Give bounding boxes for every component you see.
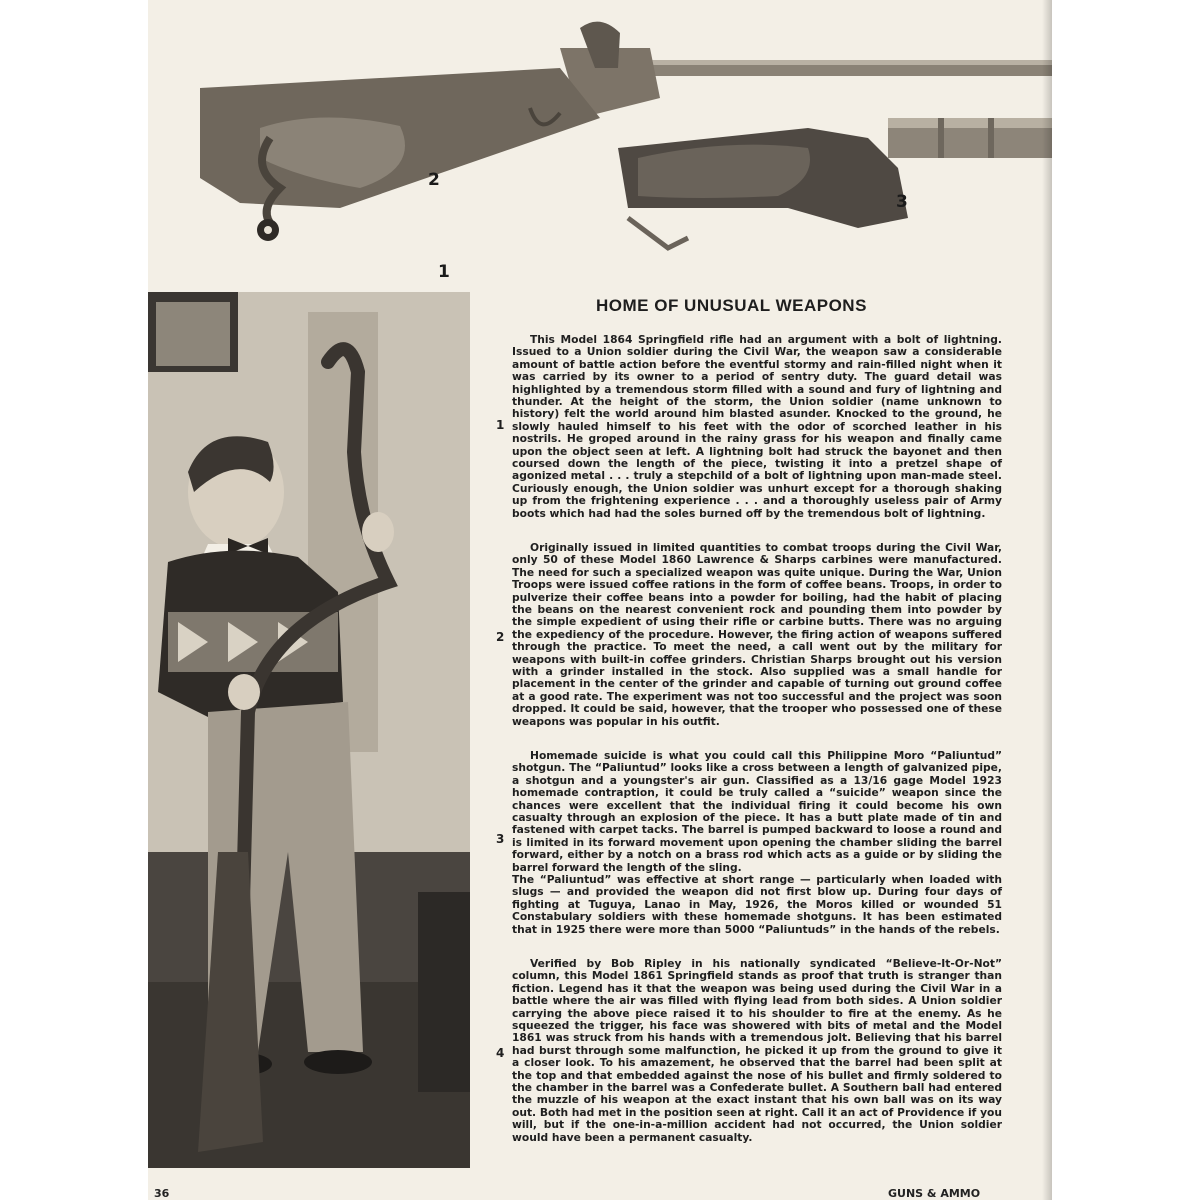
section-1-text [512, 334, 1002, 520]
figure-3-shotgun-photo [608, 108, 1052, 258]
figure-3-label: 3 [896, 192, 908, 212]
magazine-page [148, 0, 1052, 1200]
figure-1-label: 1 [438, 262, 450, 282]
section-2-number: 2 [496, 630, 505, 644]
section-4-number: 4 [496, 1046, 505, 1060]
section-3-text [512, 750, 1002, 936]
section-3-paragraph-1: Homemade suicide is what you could call this Philippine Moro “Paliuntud” shotgun. The “Paliuntud” looks like a cross between a length of galvanized pipe, a shotgun and a youngster's air gun. Classified as a 13/16 gage Model 1923 homemade contraption, it could be truly called a “suicide” weapon since the chances were excellent that the individual firing it could become his own casualty through an explosion of the piece. It has a butt plate made of tin and fastened with carpet tacks. The barrel is pumped backward to loose a round and is limited in its forward movement upon opening the chamber sliding the barrel forward, either by a notch on a brass rod which acts as a guide or by sliding the barrel forward the length of the sling. [512, 749, 1002, 874]
magazine-name: GUNS & AMMO [888, 1187, 981, 1200]
section-3-paragraph-2: The “Paliuntud” was effective at short range — particularly when loaded with slugs — and provided the weapon did not first blow up. During four days of fighting at Tuguya, Lanao in May, 1926, the Moros killed or wounded 51 Constabulary soldiers with these homemade shotguns. It has been estimated that in 1925 there were more than 5000 “Paliuntuds” in the hands of the rebels. [512, 873, 1002, 936]
page-edge-shadow [1042, 0, 1052, 1200]
section-4-paragraph: Verified by Bob Ripley in his nationally syndicated “Believe-It-Or-Not” column, this Model 1861 Springfield stands as proof that truth is stranger than fiction. Legend has it that the weapon was being used during the Civil War in a battle where the air was filled with flying lead from both sides. A Union soldier carrying the above piece raised it to his shoulder to fire at the enemy. As he squeezed the trigger, his face was showered with bits of metal and the Model 1861 was struck from his hands with a tremendous jolt. Believing that his barrel had burst through some malfunction, he picked it up from the ground to give it a closer look. To his amazement, he observed that the barrel had been split at the top and that embedded against the nose of his bullet and firmly soldered to the chamber in the barrel was a Confederate bullet. A Southern ball had entered the muzzle of his weapon at the exact instant that his own ball was on its way out. Both had met in the position seen at right. Call it an act of Providence if you will, but if the one-in-a-million accident had not occurred, the Union soldier would have been a permanent casualty. [512, 957, 1002, 1144]
figure-2-label: 2 [428, 170, 440, 190]
page-number: 36 [154, 1187, 170, 1200]
boy-illustration [148, 292, 470, 1168]
section-1-paragraph: This Model 1864 Springfield rifle had an argument with a bolt of lightning. Issued to a Union soldier during the Civil War, the weapon saw a considerable amount of battle action before the eventful stormy and rain-filled night when it was carried by its owner to a period of sentry duty. The guard detail was highlighted by a tremendous storm filled with a sound and fury of lightning and thunder. At the height of the storm, the Union soldier (name unknown to history) felt the world around him blasted asunder. Knocked to the ground, he slowly hauled himself to his feet with the odor of scorched leather in his nostrils. He groped around in the rainy grass for his weapon and finally came upon the object seen at left. A lightning bolt had struck the bayonet and then coursed down the length of the piece, twisting it into a pretzel shape of agonized metal . . . truly a stepchild of a bolt of lightning upon man-made steel. Curiously enough, the Union soldier was unhurt except for a thorough shaking up from the frightening experience . . . and a thoroughly useless pair of Army boots which had had the soles burned off by the tremendous bolt of lightning. [512, 333, 1002, 520]
section-3-number: 3 [496, 832, 505, 846]
figure-1-boy-with-rifle-photo [148, 292, 470, 1168]
section-4-text [512, 958, 1002, 1144]
section-2-text [512, 542, 1002, 728]
section-1-number: 1 [496, 418, 505, 432]
article-headline: HOME OF UNUSUAL WEAPONS [596, 296, 867, 315]
section-2-paragraph: Originally issued in limited quantities to combat troops during the Civil War, only 50 of these Model 1860 Lawrence & Sharps carbines were manufactured. The need for such a specialized weapon was quite unique. During the War, Union Troops were issued coffee rations in the form of coffee beans. Troops, in order to pulverize their coffee beans into a powder for boiling, had the habit of placing the beans on the nearest convenient rock and pounding them into powder by the simple expedient of using their rifle or carbine butts. There was no arguing the expediency of the procedure. However, the firing action of weapons suffered through the practice. To meet the need, a call went out by the military for weapons with built-in coffee grinders. Christian Sharps brought out his version with a grinder installed in the stock. Also supplied was a small handle for placement in the center of the grinder and capable of turning out ground coffee at a good rate. The experiment was not too successful and the project was soon dropped. It could be said, however, that the trooper who possessed one of these weapons was popular in his outfit. [512, 541, 1002, 728]
